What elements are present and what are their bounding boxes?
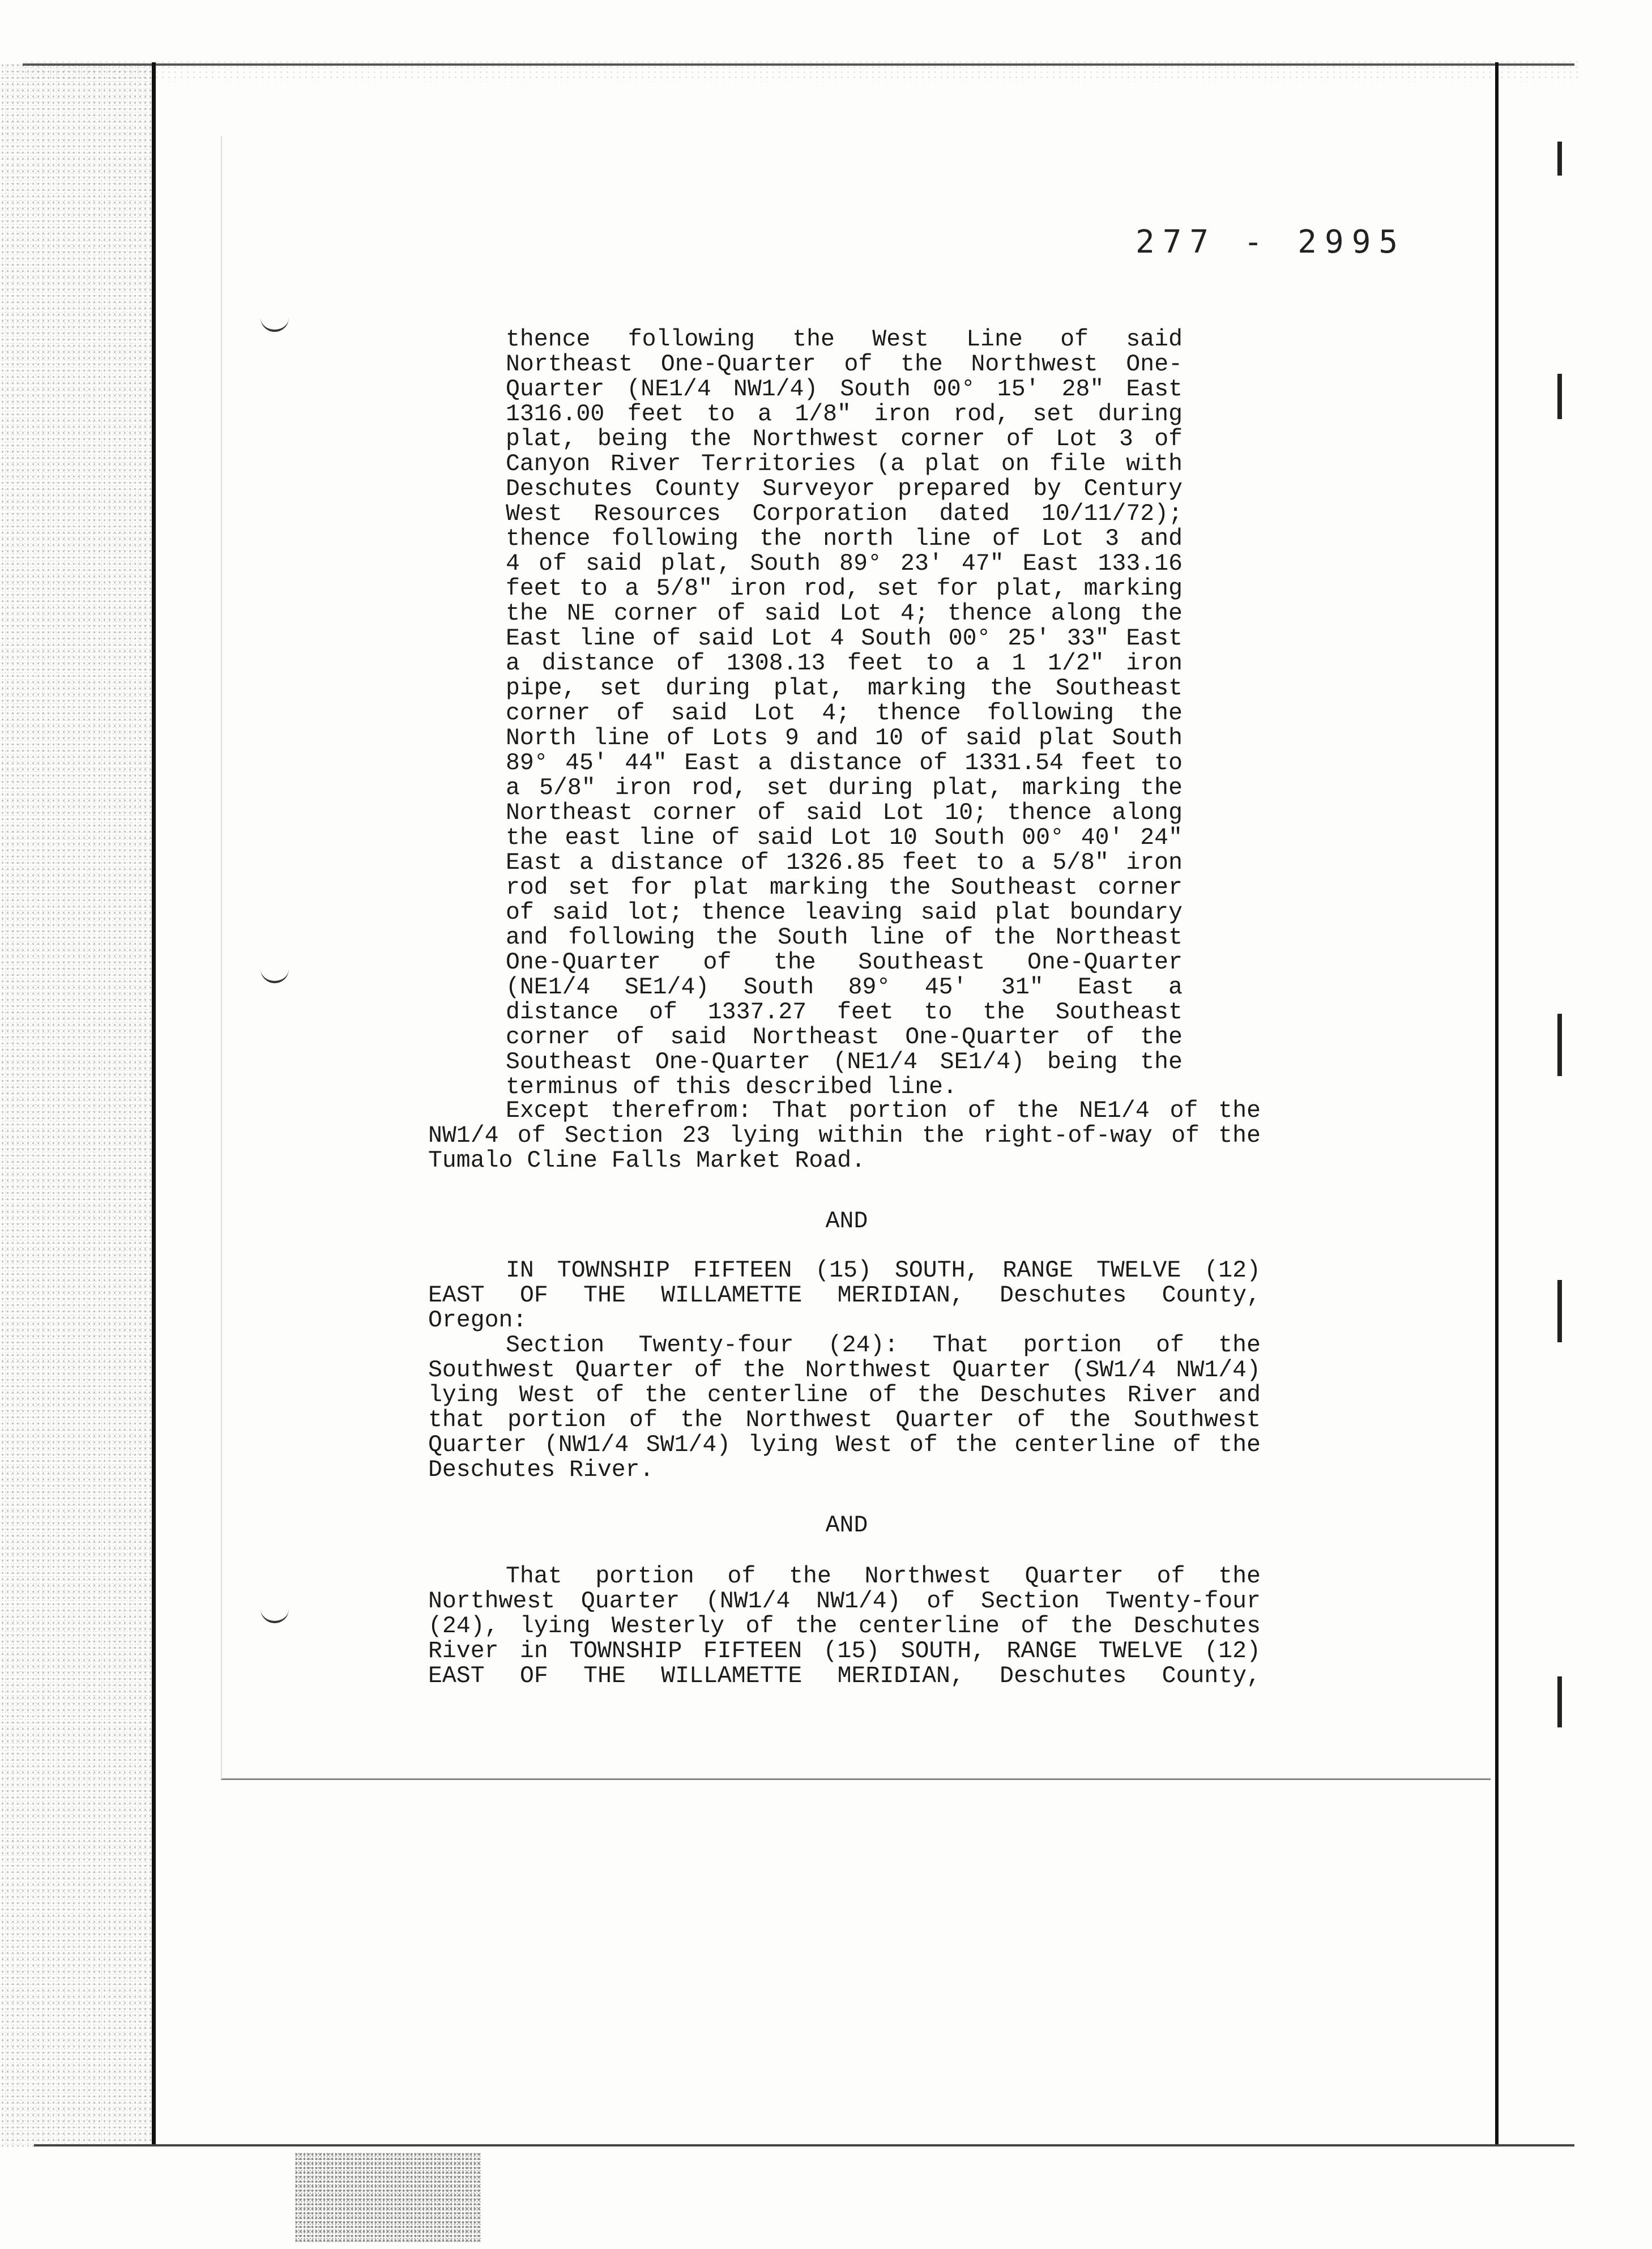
edge-mark bbox=[1557, 1014, 1562, 1076]
edge-mark bbox=[1557, 142, 1562, 176]
page-number: 277 - 2995 bbox=[1136, 224, 1406, 261]
section-line: Deschutes River. bbox=[428, 1457, 654, 1483]
section-line: that portion of the Northwest Quarter of the Southwest bbox=[428, 1407, 1261, 1433]
final-line: EAST OF THE WILLAMETTE MERIDIAN, Deschutes County, bbox=[428, 1663, 1261, 1689]
section-line: Quarter (NW1/4 SW1/4) lying West of the centerline of the bbox=[428, 1432, 1261, 1458]
indented-line: (NE1/4 SE1/4) South 89° 45' 31" East a bbox=[506, 974, 1183, 1001]
indented-line: a distance of 1308.13 feet to a 1 1/2" iron bbox=[506, 650, 1183, 677]
final-line: River in TOWNSHIP FIFTEEN (15) SOUTH, RANGE TWELVE (12) bbox=[428, 1638, 1261, 1665]
indented-line: feet to a 5/8" iron rod, set for plat, marking bbox=[506, 575, 1183, 602]
page-border-left bbox=[152, 62, 156, 2146]
section-line: lying West of the centerline of the Deschutes River and bbox=[428, 1382, 1261, 1409]
section-line: Southwest Quarter of the Northwest Quarter (SW1/4 NW1/4) bbox=[428, 1357, 1261, 1384]
scan-noise-top bbox=[23, 59, 1580, 82]
except-line: Except therefrom: That portion of the NE1/4 of the bbox=[506, 1098, 1261, 1124]
indented-line: rod set for plat marking the Southeast corner bbox=[506, 874, 1183, 901]
indented-line: the east line of said Lot 10 South 00° 40' 24" bbox=[506, 825, 1183, 851]
indented-line: 4 of said plat, South 89° 23' 47" East 133.16 bbox=[506, 550, 1183, 577]
edge-mark bbox=[1557, 1280, 1562, 1342]
final-line: That portion of the Northwest Quarter of the bbox=[506, 1563, 1261, 1590]
indented-line: corner of said Lot 4; thence following the bbox=[506, 700, 1183, 727]
and-separator: AND bbox=[825, 1208, 868, 1235]
page-border-top bbox=[23, 63, 1574, 66]
township-line: EAST OF THE WILLAMETTE MERIDIAN, Deschutes County, bbox=[428, 1282, 1261, 1309]
indented-line: terminus of this described line. bbox=[506, 1074, 957, 1100]
except-line: Tumalo Cline Falls Market Road. bbox=[428, 1147, 866, 1174]
edge-mark bbox=[1557, 1676, 1562, 1727]
indented-line: the NE corner of said Lot 4; thence along the bbox=[506, 600, 1183, 627]
indented-line: and following the South line of the Northeast bbox=[506, 924, 1183, 951]
township-line: IN TOWNSHIP FIFTEEN (15) SOUTH, RANGE TWELVE (12) bbox=[506, 1257, 1261, 1284]
final-line: (24), lying Westerly of the centerline of the Deschutes bbox=[428, 1613, 1261, 1640]
page-border-bottom bbox=[34, 2144, 1574, 2146]
indented-line: corner of said Northeast One-Quarter of the bbox=[506, 1024, 1183, 1051]
indented-line: Canyon River Territories (a plat on file with bbox=[506, 451, 1183, 477]
indented-line: One-Quarter of the Southeast One-Quarter bbox=[506, 949, 1183, 976]
indented-line: distance of 1337.27 feet to the Southeast bbox=[506, 999, 1183, 1026]
edge-mark bbox=[1557, 374, 1562, 419]
township-line: Oregon: bbox=[428, 1307, 527, 1334]
indented-line: North line of Lots 9 and 10 of said plat South bbox=[506, 725, 1183, 752]
indented-line: pipe, set during plat, marking the Southeast bbox=[506, 675, 1183, 702]
and-separator: AND bbox=[825, 1512, 868, 1539]
indented-line: plat, being the Northwest corner of Lot 3 of bbox=[506, 426, 1183, 453]
indented-line: 89° 45' 44" East a distance of 1331.54 feet to bbox=[506, 750, 1183, 776]
scan-noise-bottom bbox=[294, 2152, 481, 2243]
indented-line: thence following the West Line of said bbox=[506, 326, 1183, 353]
final-line: Northwest Quarter (NW1/4 NW1/4) of Section Twenty-four bbox=[428, 1588, 1261, 1615]
indented-line: East line of said Lot 4 South 00° 25' 33" East bbox=[506, 625, 1183, 652]
indented-line: West Resources Corporation dated 10/11/72); bbox=[506, 501, 1183, 527]
indented-line: East a distance of 1326.85 feet to a 5/8" iron bbox=[506, 850, 1183, 876]
indented-line: Northeast corner of said Lot 10; thence along bbox=[506, 800, 1183, 826]
indented-line: of said lot; thence leaving said plat boundary bbox=[506, 899, 1183, 926]
indented-line: 1316.00 feet to a 1/8" iron rod, set during bbox=[506, 401, 1183, 428]
except-line: NW1/4 of Section 23 lying within the right-of-way of the bbox=[428, 1123, 1261, 1149]
section-line: Section Twenty-four (24): That portion of the bbox=[506, 1332, 1261, 1359]
page-border-right bbox=[1495, 62, 1499, 2146]
scan-noise-left-margin bbox=[0, 62, 153, 2146]
indented-line: Quarter (NE1/4 NW1/4) South 00° 15' 28" East bbox=[506, 376, 1183, 403]
indented-line: thence following the north line of Lot 3 and bbox=[506, 526, 1183, 552]
indented-line: a 5/8" iron rod, set during plat, marking the bbox=[506, 775, 1183, 801]
indented-line: Deschutes County Surveyor prepared by Century bbox=[506, 476, 1183, 502]
indented-line: Northeast One-Quarter of the Northwest One- bbox=[506, 351, 1183, 378]
indented-line: Southeast One-Quarter (NE1/4 SE1/4) being the bbox=[506, 1049, 1183, 1076]
